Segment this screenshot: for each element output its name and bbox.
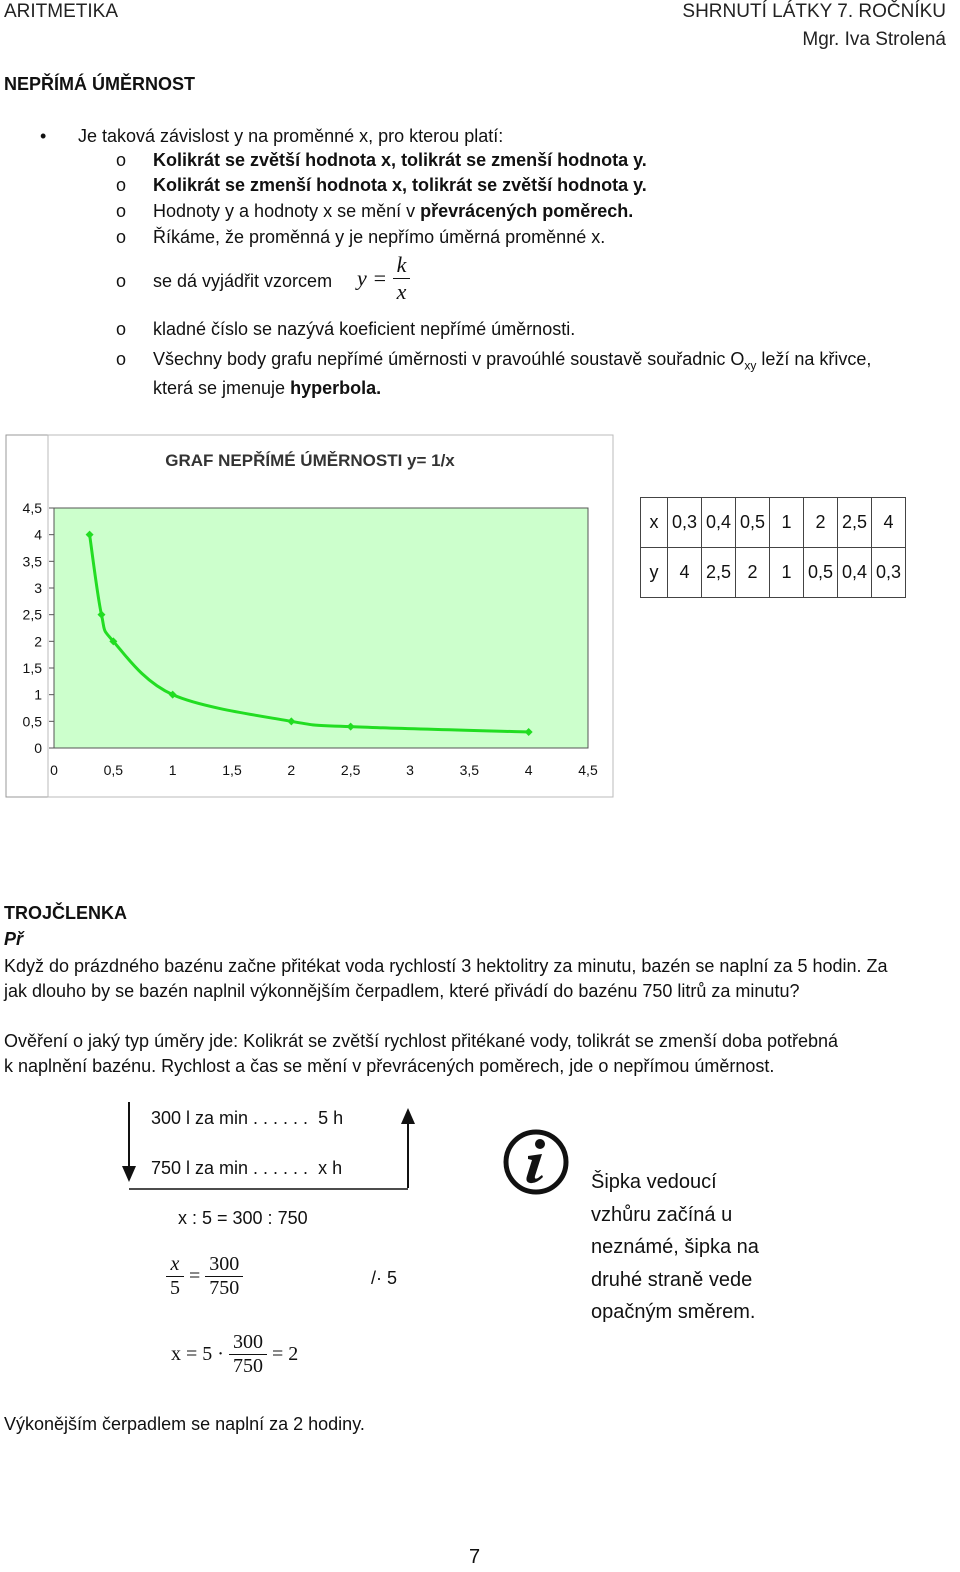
list-marker-icon: o (116, 319, 127, 339)
equation-ratio: x : 5 = 300 : 750 (178, 1208, 308, 1228)
x-tick-label: 2,5 (340, 762, 361, 778)
x-tick-label: 4 (524, 762, 533, 778)
solution-rhs: = 2 (271, 1343, 299, 1365)
bullet-icon: • (40, 126, 47, 146)
frac-numerator: x (166, 1253, 184, 1277)
plot-area (54, 508, 588, 748)
problem-line-2: jak dlouho by se bazén naplnil výkonnějším čerpadlem, které přivádí do bazénu 750 litrů za minutu? (4, 981, 800, 1001)
list-item-text: leží na křivce, (756, 349, 872, 369)
list-marker-icon: o (116, 227, 127, 247)
y-tick-label: 2 (34, 633, 42, 650)
table-cell: 2,5 (702, 548, 736, 598)
list-marker-icon: o (116, 349, 127, 369)
y-tick-label: 3,5 (22, 553, 42, 570)
y-tick-label: 3 (34, 580, 42, 596)
y-tick-label: 1,5 (22, 660, 42, 676)
x-tick-label: 1,5 (222, 762, 242, 778)
formula-denominator: x (396, 279, 407, 304)
formula-lhs: y = (357, 265, 388, 291)
scheme-row-1: 300 l za min . . . . . . 5 h (151, 1108, 344, 1128)
list-item (153, 201, 633, 222)
formula-numerator: k (393, 252, 411, 279)
list-item: se dá vyjádřit vzorcem (153, 271, 333, 291)
list-marker-icon: o (116, 271, 127, 291)
section-title-rule-of-three: TROJČLENKA (4, 903, 128, 923)
table-cell: 0,3 (668, 498, 702, 548)
list-item-text: která se jmenuje (153, 378, 291, 398)
table-cell: 0,4 (702, 498, 736, 548)
info-line: druhé straně vede (591, 1268, 753, 1291)
x-tick-label: 1 (168, 762, 177, 778)
table-cell: 0,5 (804, 548, 838, 598)
table-cell: 2 (804, 498, 838, 548)
list-item: Kolikrát se zvětší hodnota x, tolikrát se zmenší hodnota y. (153, 150, 647, 170)
header-title: SHRNUTÍ LÁTKY 7. ROČNÍKU (682, 1, 946, 22)
list-item-strong: hyperbola. (290, 378, 382, 398)
list-item: Kolikrát se zmenší hodnota x, tolikrát se zvětší hodnota y. (153, 175, 647, 195)
list-item-text: Hodnoty y a hodnoty x se mění v (153, 201, 421, 221)
list-item: Říkáme, že proměnná y je nepřímo úměrná proměnné x. (153, 227, 606, 247)
frac-numerator: 300 (229, 1331, 267, 1355)
value-table (640, 497, 906, 598)
chart-title: GRAF NEPŘÍMÉ ÚMĚRNOSTI y= 1/x (165, 451, 455, 470)
equation-solution (171, 1331, 298, 1378)
x-tick-label: 3,5 (459, 762, 480, 778)
result-text: Výkonějším čerpadlem se naplní za 2 hodiny. (4, 1414, 365, 1434)
list-marker-icon: o (116, 150, 127, 170)
verification-line-1: Ověření o jaký typ úměry jde: Kolikrát se zvětší rychlost přitékané vody, tolikrát se zmenší doba potřebná (4, 1031, 839, 1051)
definition-intro: Je taková závislost y na proměnné x, pro kterou platí: (78, 126, 504, 146)
problem-line-1: Když do prázdného bazénu začne přitékat voda rychlostí 3 hektolitry za minutu, bazén se naplní za 5 hodin. Za (4, 956, 888, 976)
info-note (591, 1166, 759, 1329)
header-subject: ARITMETIKA (4, 1, 119, 22)
table-cell: 0,4 (838, 548, 872, 598)
table-cell: 4 (872, 498, 906, 548)
x-tick-label: 4,5 (578, 762, 598, 778)
down-arrow-icon (122, 1166, 136, 1182)
info-line: neznámé, šipka na (591, 1236, 759, 1258)
info-line: vzhůru začíná u (591, 1203, 733, 1226)
table-cell: 4 (668, 548, 702, 598)
y-tick-label: 4,5 (22, 500, 42, 516)
table-row (641, 498, 906, 548)
y-tick-label: 0,5 (22, 713, 42, 730)
section-title-inverse-proportion: NEPŘÍMÁ ÚMĚRNOST (4, 74, 196, 94)
list-marker-icon: o (116, 175, 127, 195)
header-author: Mgr. Iva Strolená (802, 29, 946, 50)
y-tick-label: 1 (34, 686, 42, 703)
list-item-text: Všechny body grafu nepřímé úměrnosti v pravoúhlé soustavě souřadnic O (153, 349, 745, 369)
table-row (641, 548, 906, 598)
table-cell: x (641, 498, 668, 548)
x-tick-label: 2 (287, 762, 296, 778)
table-cell: y (641, 548, 668, 598)
list-item-strong: převrácených poměrech. (420, 201, 634, 221)
frac-denominator: 750 (232, 1355, 263, 1377)
info-icon (502, 1128, 570, 1196)
page-number: 7 (469, 1546, 481, 1568)
list-item-continuation (153, 378, 381, 399)
equals-sign: = (189, 1265, 201, 1287)
y-tick-label: 4 (34, 526, 42, 543)
solution-lhs: x = 5 · (171, 1343, 224, 1365)
table-cell: 1 (770, 548, 804, 598)
chart (0, 430, 620, 802)
operation-note: /· 5 (371, 1268, 398, 1288)
y-tick-label: 2,5 (22, 606, 42, 623)
table-cell: 0,3 (872, 548, 906, 598)
table-cell: 0,5 (736, 498, 770, 548)
x-tick-label: 0,5 (103, 762, 124, 778)
table-cell: 2 (736, 548, 770, 598)
x-tick-label: 3 (406, 762, 414, 778)
up-arrow-icon (401, 1108, 415, 1124)
frac-denominator: 5 (170, 1277, 180, 1299)
x-tick-label: 0 (50, 762, 58, 778)
y-tick-label: 0 (34, 740, 42, 756)
frac-numerator: 300 (205, 1253, 243, 1277)
verification-line-2: k naplnění bazénu. Rychlost a čas se mění v převrácených poměrech, jde o nepřímou úměrnost. (4, 1056, 775, 1076)
info-line: Šipka vedoucí (591, 1171, 717, 1193)
table-cell: 2,5 (838, 498, 872, 548)
frac-denominator: 750 (209, 1277, 240, 1299)
list-item (153, 349, 871, 373)
list-item: kladné číslo se nazývá koeficient nepřímé úměrnosti. (153, 319, 576, 339)
info-line: opačným směrem. (591, 1301, 756, 1323)
formula-inverse (357, 252, 410, 305)
list-marker-icon: o (116, 201, 127, 221)
example-label: Př (4, 929, 24, 949)
scheme-row-2: 750 l za min . . . . . . x h (151, 1158, 343, 1178)
table-cell: 1 (770, 498, 804, 548)
subscript-xy: xy (744, 358, 757, 373)
equation-fractions (166, 1253, 243, 1300)
